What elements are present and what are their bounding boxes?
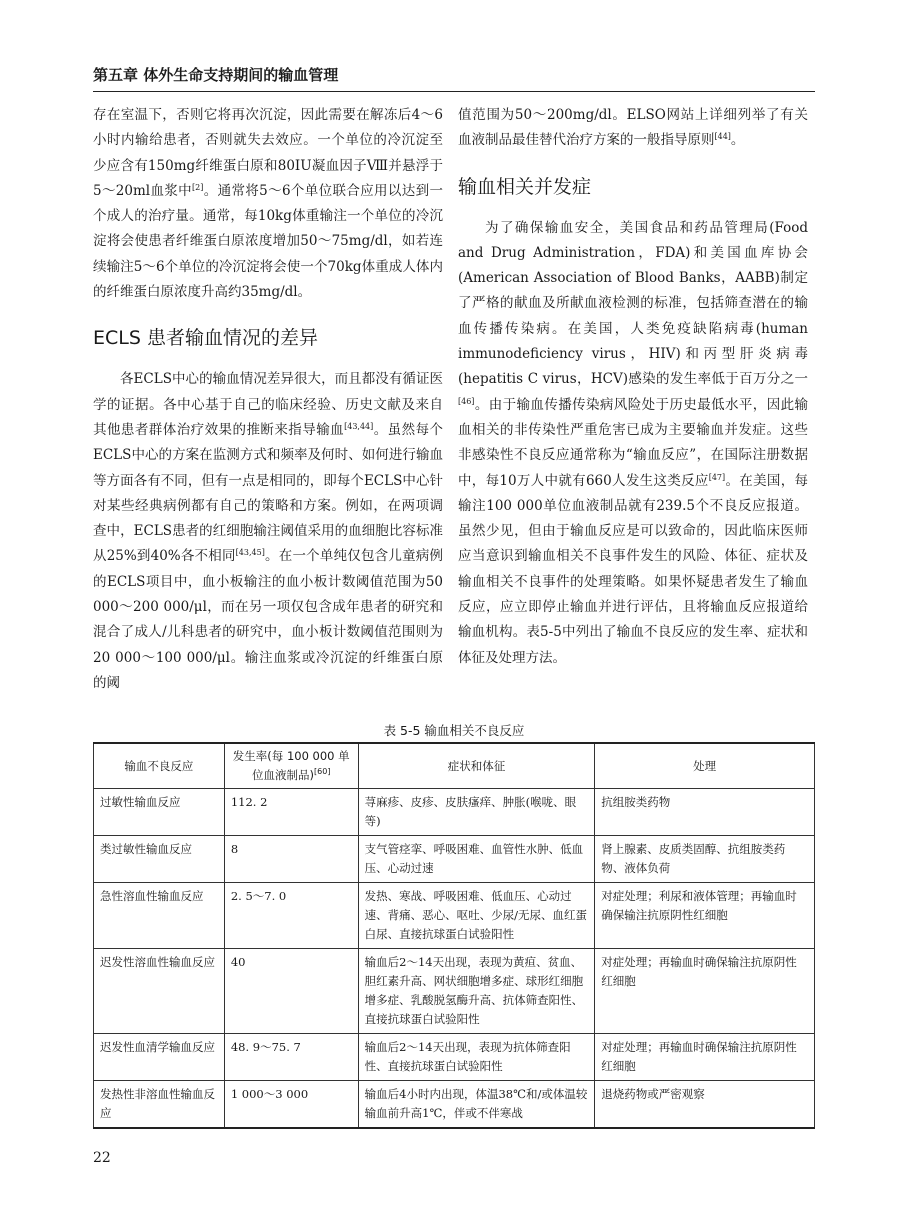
chapter-header: 第五章 体外生命支持期间的输血管理 [93, 64, 815, 92]
cell-symptoms: 支气管痉挛、呼吸困难、血管性水肿、低血压、心动过速 [358, 836, 595, 883]
cell-treatment: 抗组胺类药物 [595, 789, 815, 836]
cell-treatment: 退烧药物或严密观察 [595, 1081, 815, 1129]
cell-reaction: 迟发性溶血性输血反应 [94, 949, 225, 1034]
cell-symptoms: 输血后2～14天出现，表现为黄疸、贫血、胆红素升高、网状细胞增多症、球形红细胞增多症、乳酸脱氢酶升高、抗体筛查阳性、直接抗球蛋白试验阳性 [358, 949, 595, 1034]
citation: [47] [708, 472, 726, 482]
cell-rate: 48. 9～75. 7 [224, 1034, 358, 1081]
table-row [94, 1081, 815, 1129]
cell-treatment: 对症处理；再输血时确保输注抗原阴性红细胞 [595, 1034, 815, 1081]
citation: [43,45] [235, 548, 265, 558]
paragraph: 值范围为50～200mg/dl。ELSO网站上详细列举了有关血液制品最佳替代治疗方案的一般指导原则[44]。 [458, 107, 808, 149]
citation: [46] [458, 396, 475, 406]
table-row [94, 836, 815, 883]
adverse-reaction-table [93, 742, 815, 1129]
table-row [94, 789, 815, 836]
column-header-reaction: 输血不良反应 [94, 743, 225, 789]
citation: [43,44] [344, 421, 374, 431]
cell-reaction: 类过敏性输血反应 [94, 836, 225, 883]
paragraph: 各ECLS中心的输血情况差异很大，而且都没有循证医学的证据。各中心基于自己的临床经验、历史文献及来自其他患者群体治疗效果的推断来指导输血[43,44]。虽然每个ECLS中心的方案在监测方式和频率及何时、如何进行输血等方面各有不同，但有一点是相同的，即每个ECLS中心针对某些经典病例都有自己的策略和方案。例如，在两项调查中，ECLS患者的红细胞输注阈值采用的血细胞比容标准从25%到40%各不相同[43,45]。在一个单纯仅包含儿童病例的ECLS项目中，血小板输注的血小板计数阈值范围为50 000～200 000/μl，而在另一项仅包含成年患者的研究和混合了成人/儿科患者的研究中，血小板计数阈值范围则为20 000～100 000/μl。输注血浆或冷沉淀的纤维蛋白原的阈 [93, 371, 444, 691]
column-header-symptoms: 症状和体征 [358, 743, 595, 789]
cell-rate: 1 000～3 000 [224, 1081, 358, 1129]
cell-treatment: 对症处理；再输血时确保输注抗原阴性红细胞 [595, 949, 815, 1034]
cell-reaction: 急性溶血性输血反应 [94, 883, 225, 949]
paragraph: 为了确保输血安全，美国食品和药品管理局(Food and Drug Administration，FDA)和美国血库协会(American Association of Blood Banks，AABB)制定了严格的献血及所献血液检测的标准，包括筛查潜在的输血传播传染病。在美国，人类免疫缺陷病毒(human immunodeficiency virus，HIV)和丙型肝炎病毒(hepatitis C virus，HCV)感染的发生率低于百万分之一[46]。由于输血传播传染病风险处于历史最低水平，因此输血相关的非传染性严重危害已成为主要输血并发症。这些非感染性不良反应通常称为“输血反应”，在国际注册数据中，每10万人中就有660人发生这类反应[47]。在美国，每输注100 000单位血液制品就有239.5个不良反应报道。虽然少见，但由于输血反应是可以致命的，因此临床医师应当意识到输血相关不良事件发生的风险、体征、症状及输血相关不良事件的处理策略。如果怀疑患者发生了输血反应，应立即停止输血并进行评估，且将输血反应报道给输血机构。表5-5中列出了输血不良反应的发生率、症状和体征及处理方法。 [458, 219, 808, 666]
table-row [94, 883, 815, 949]
page-number: 22 [93, 1150, 111, 1166]
cell-rate: 40 [224, 949, 358, 1034]
table-header-row [94, 743, 815, 789]
citation: [2] [192, 182, 204, 192]
citation: [44] [714, 132, 731, 142]
left-column [93, 103, 443, 696]
cell-treatment: 肾上腺素、皮质类固醇、抗组胺类药物、液体负荷 [595, 836, 815, 883]
paragraph: 存在室温下，否则它将再次沉淀，因此需要在解冻后4～6小时内输给患者，否则就失去效应。一个单位的冷沉淀至少应含有150mg纤维蛋白原和80IU凝血因子Ⅷ并悬浮于5～20ml血浆中[2]。通常将5～6个单位联合应用以达到一个成人的治疗量。通常，每10kg体重输注一个单位的冷沉淀将会使患者纤维蛋白原浓度增加50～75mg/dl，如若连续输注5～6个单位的冷沉淀将会使一个70kg体重成人体内的纤维蛋白原浓度升高约35mg/dl。 [93, 107, 443, 301]
cell-treatment: 对症处理；利尿和液体管理；再输血时确保输注抗原阴性红细胞 [595, 883, 815, 949]
section-heading: 输血相关并发症 [458, 175, 592, 198]
citation: [60] [314, 767, 331, 776]
cell-symptoms: 输血后4小时内出现，体温38℃和/或体温较输血前升高1℃，伴或不伴寒战 [358, 1081, 595, 1129]
right-column [458, 103, 808, 671]
cell-rate: 112. 2 [224, 789, 358, 836]
column-header-treatment: 处理 [595, 743, 815, 789]
cell-rate: 2. 5～7. 0 [224, 883, 358, 949]
cell-symptoms: 输血后2～14天出现，表现为抗体筛查阳性、直接抗球蛋白试验阳性 [358, 1034, 595, 1081]
section-heading: ECLS 患者输血情况的差异 [93, 327, 318, 350]
cell-rate: 8 [224, 836, 358, 883]
cell-symptoms: 荨麻疹、皮疹、皮肤瘙痒、肿胀(喉咙、眼等) [358, 789, 595, 836]
cell-reaction: 过敏性输血反应 [94, 789, 225, 836]
cell-symptoms: 发热、寒战、呼吸困难、低血压、心动过速、背痛、恶心、呕吐、少尿/无尿、血红蛋白尿、直接抗球蛋白试验阳性 [358, 883, 595, 949]
cell-reaction: 发热性非溶血性输血反应 [94, 1081, 225, 1129]
cell-reaction: 迟发性血清学输血反应 [94, 1034, 225, 1081]
table-caption: 表 5-5 输血相关不良反应 [383, 723, 525, 738]
column-header-rate: 发生率(每 100 000 单位血液制品)[60] [224, 743, 358, 789]
table-row [94, 949, 815, 1034]
table-row [94, 1034, 815, 1081]
